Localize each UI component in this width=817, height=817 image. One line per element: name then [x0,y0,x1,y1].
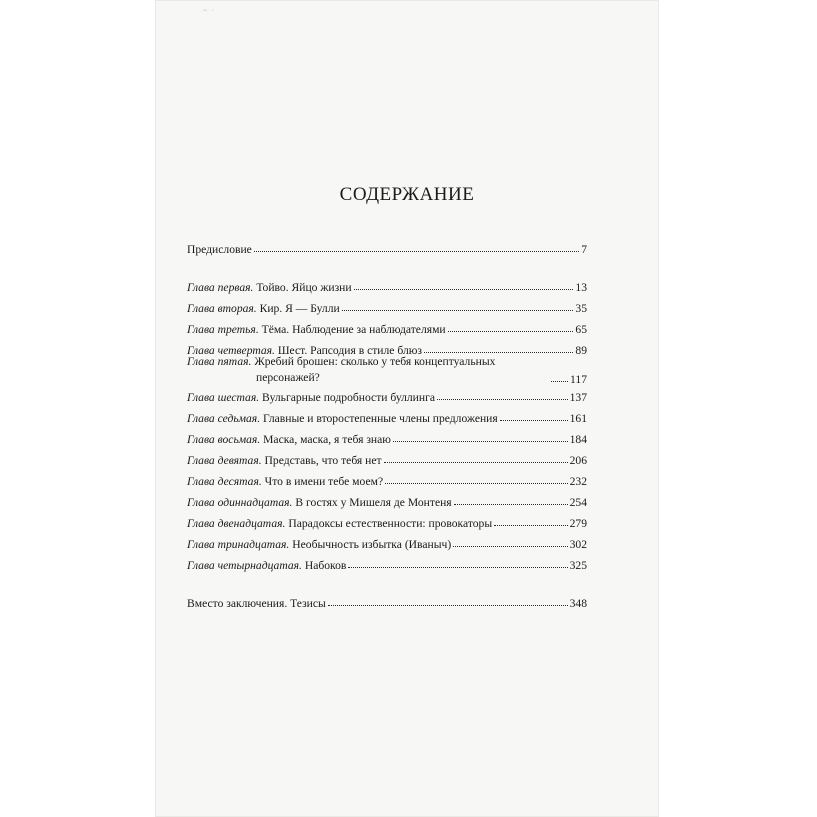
toc-entry-text: Необычность избытка (Иваныч) [292,538,452,551]
leader-dots [342,309,574,311]
toc-entry-chapter-8 [187,428,587,446]
book-page [155,0,659,817]
toc-entry-text: Жребий брошен: сколько у тебя концептуальных [254,355,496,368]
toc-entry-text: Вместо заключения. Тезисы [187,597,326,610]
chapter-prefix: Глава первая. [187,281,254,294]
chapter-prefix: Глава четырнадцатая. [187,559,302,572]
leader-dots [551,380,568,382]
toc-entry-chapter-12 [187,512,587,530]
leader-dots [384,461,568,463]
leader-dots [424,351,573,353]
toc-page-number: 302 [569,538,587,551]
chapter-prefix: Глава третья. [187,323,259,336]
toc-entry-chapter-14 [187,554,587,572]
toc-page-number: 325 [569,559,587,572]
toc-entry-text: Набоков [304,559,347,572]
toc-entry-text: Предисловие [187,243,252,256]
toc-entry-chapter-10 [187,470,587,488]
toc-entry-chapter-9 [187,449,587,467]
toc-page-number: 279 [569,517,587,530]
toc-entry-text: Что в имени тебе моем? [264,475,384,488]
toc-page-number: 161 [569,412,587,425]
toc-entry-chapter-6 [187,386,587,404]
page-title: СОДЕРЖАНИЕ [339,184,475,205]
leader-dots [448,330,574,332]
toc-page-number: 137 [569,391,587,404]
leader-dots [454,503,568,505]
leader-dots [254,250,579,252]
toc-entry-text: Вульгарные подробности буллинга [262,391,435,404]
toc-page-number: 206 [569,454,587,467]
toc-entry-text: Шест. Рапсодия в стиле блюз [277,344,422,357]
toc-entry-text: Главные и второстепенные члены предложения [263,412,498,425]
toc-entry-chapter-2 [187,297,587,315]
toc-entry-chapter-5 [187,354,587,386]
toc-entry-text: Представь, что тебя нет [264,454,382,467]
toc-page-number: 232 [569,475,587,488]
leader-dots [354,288,574,290]
chapter-prefix: Глава вторая. [187,302,257,315]
toc-entry-chapter-1 [187,276,587,294]
leader-dots [348,566,567,568]
toc-entry-conclusion [187,592,587,610]
toc-page-number: 117 [570,373,587,386]
toc-page-number: 65 [575,323,587,336]
toc-entry-text: Кир. Я — Булли [259,302,340,315]
toc-entry-text: Маска, маска, я тебя знаю [263,433,391,446]
toc-entry-chapter-7 [187,407,587,425]
toc-entry-chapter-11 [187,491,587,509]
chapter-prefix: Глава шестая. [187,391,260,404]
chapter-prefix: Глава пятая. [187,355,252,368]
toc-entry-text: Парадоксы естественности: провокаторы [288,517,493,530]
chapter-prefix: Глава тринадцатая. [187,538,290,551]
leader-dots [393,440,568,442]
toc-entry-chapter-13 [187,533,587,551]
chapter-prefix: Глава двенадцатая. [187,517,286,530]
toc-entry-text: В гостях у Мишеля де Монтеня [295,496,452,509]
chapter-prefix: Глава девятая. [187,454,262,467]
toc-entry-chapter-3 [187,318,587,336]
toc-entry-text-continued: персонажей? [256,371,320,384]
toc-entry-preface [187,238,587,256]
toc-entry-text: Тойво. Яйцо жизни [256,281,352,294]
leader-dots [437,398,568,400]
toc-page-number: 35 [575,302,587,315]
leader-dots [328,604,568,606]
chapter-prefix: Глава седьмая. [187,412,261,425]
leader-dots [500,419,568,421]
toc-page-number: 348 [569,597,587,610]
toc-page-number: 254 [569,496,587,509]
corner-mark: ~ · [203,6,215,15]
chapter-prefix: Глава четвертая. [187,344,275,357]
chapter-prefix: Глава одиннадцатая. [187,496,293,509]
chapter-prefix: Глава десятая. [187,475,262,488]
toc-page-number: 89 [575,344,587,357]
toc-entry-text: Тёма. Наблюдение за наблюдателями [261,323,446,336]
leader-dots [494,524,567,526]
toc-page-number: 7 [581,243,587,256]
toc-page-number: 184 [569,433,587,446]
leader-dots [453,545,567,547]
leader-dots [385,482,568,484]
chapter-prefix: Глава восьмая. [187,433,261,446]
toc-page-number: 13 [575,281,587,294]
